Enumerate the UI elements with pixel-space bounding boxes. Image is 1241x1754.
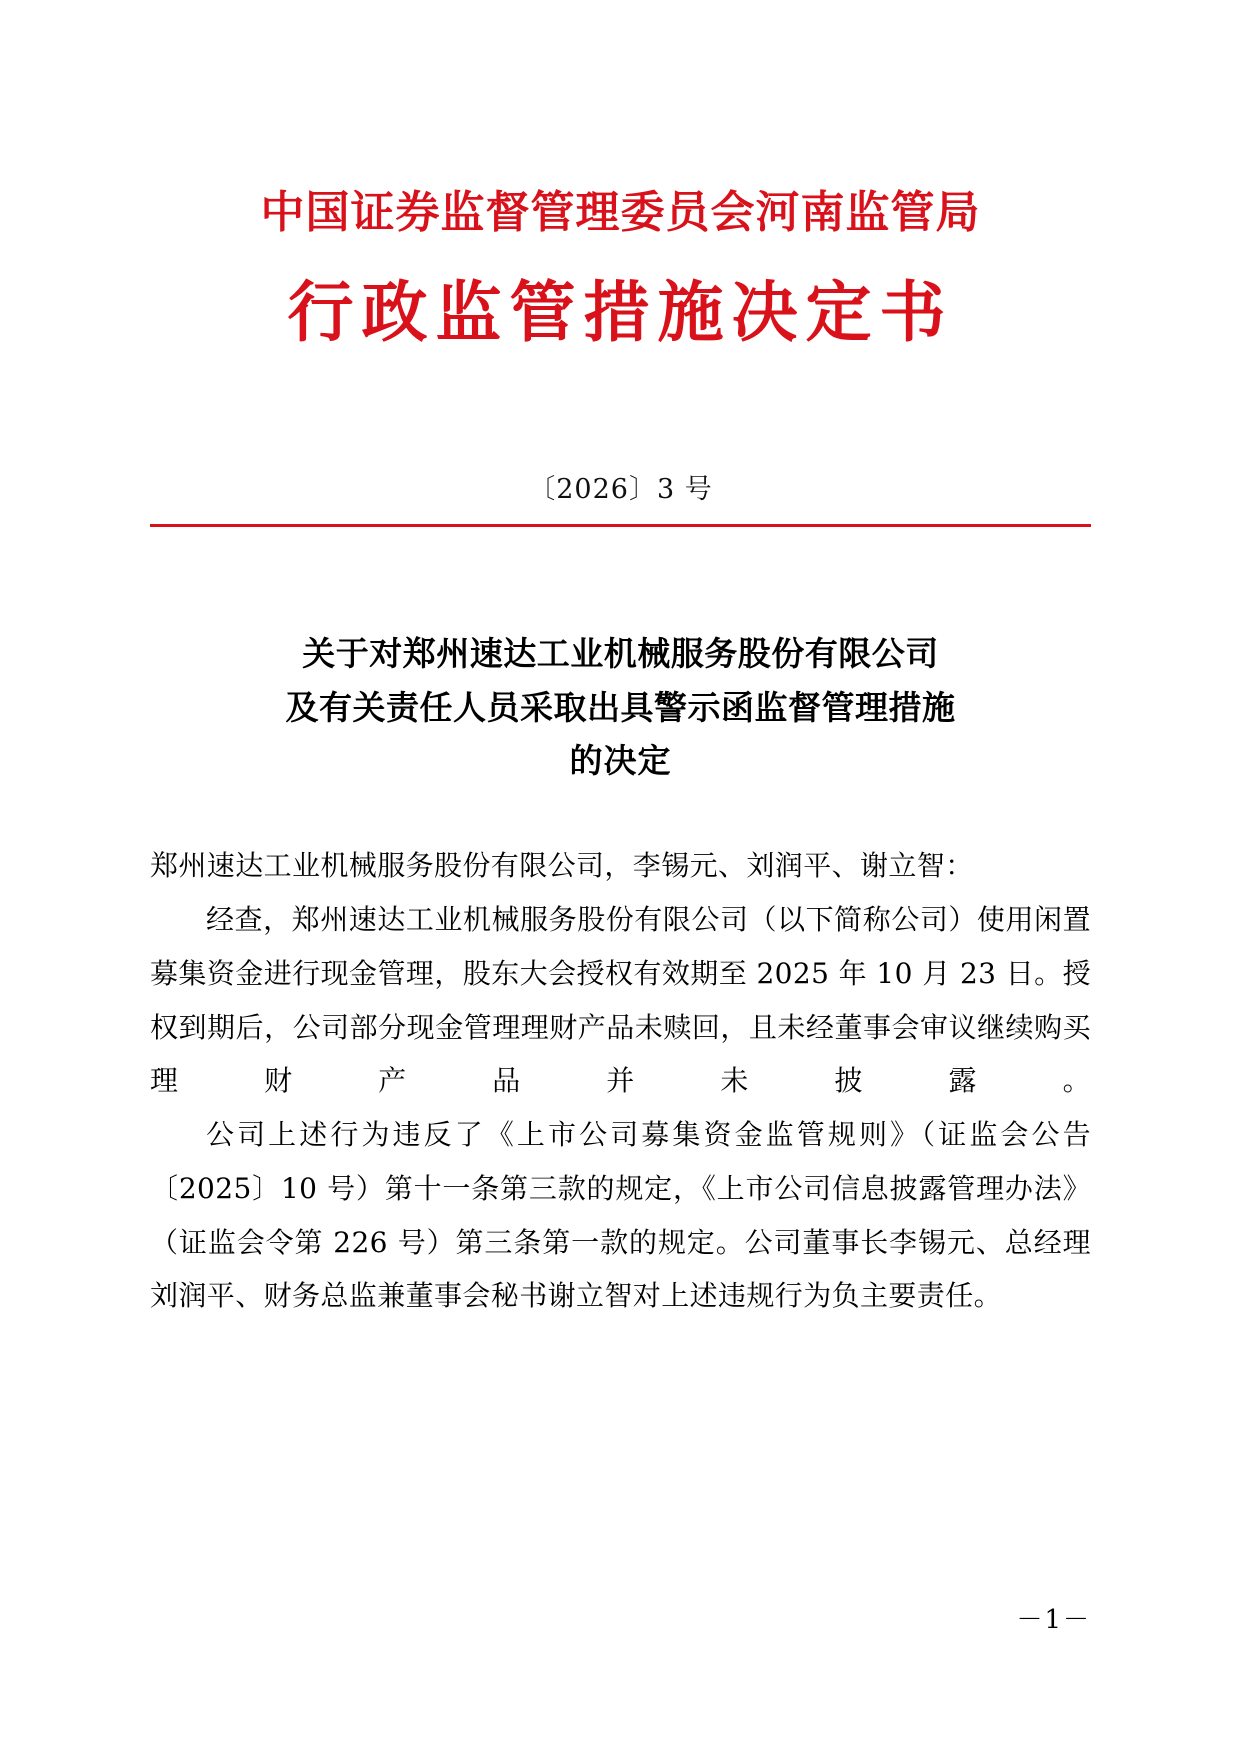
document-number: 〔2026〕3 号 (528, 474, 713, 506)
salutation: 郑州速达工业机械服务股份有限公司，李锡元、刘润平、谢立智： (150, 849, 974, 883)
page-title-line-1: 关于对郑州速达工业机械服务股份有限公司 (302, 634, 939, 674)
document-type-heading: 行政监管措施决定书 (287, 274, 954, 351)
page-number: －1－ (1016, 1605, 1091, 1635)
page-title (150, 627, 1091, 787)
red-divider-rule (150, 524, 1091, 527)
document-body (150, 839, 1091, 1323)
masthead (150, 0, 1091, 357)
page-title-line-3: 的决定 (569, 741, 672, 780)
page-title-line-2: 及有关责任人员采取出具警示函监督管理措施 (285, 687, 956, 727)
body-paragraph-2: 公司上述行为违反了《上市公司募集资金监管规则》（证监会公告〔2025〕10 号）第十一条第三款的规定，《上市公司信息披露管理办法》（证监会令第 226 号）第三条第一款的规定。公司董事长李锡元、总经理刘润平、财务总监兼董事会秘书谢立智对上述违规行为负主要责任。 (150, 1118, 1091, 1313)
issuing-authority: 中国证券监督管理委员会河南监管局 (260, 187, 981, 238)
body-paragraph-1: 经查，郑州速达工业机械服务股份有限公司（以下简称公司）使用闲置募集资金进行现金管理，股东大会授权有效期至 2025 年 10 月 23 日。授权到期后，公司部分现金管理理财产品未赎回，且未经董事会审议继续购买理财产品并未披露。 (150, 903, 1091, 1098)
